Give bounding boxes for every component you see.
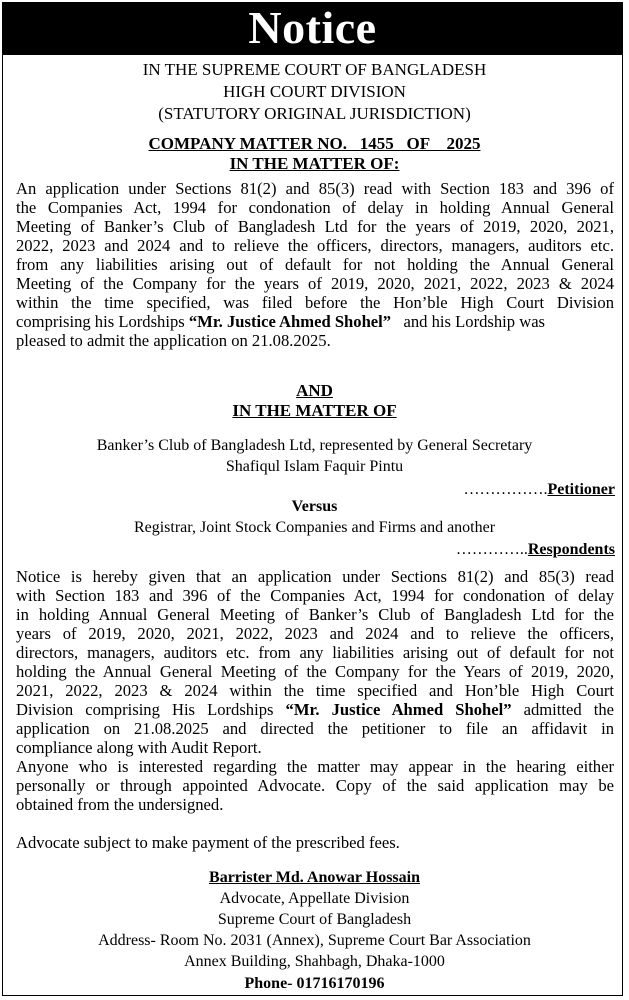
paragraph-line: Meeting of the Company for the years of 2019, 2020, 2021, 2022, 2023 & 2024 — [16, 274, 614, 294]
leader-dots: ……………. — [463, 481, 548, 498]
petitioner-line-2: Shafiqul Islam Faquir Pintu — [225, 458, 404, 475]
company-matter-number: COMPANY MATTER NO. 1455 OF 2025 — [148, 134, 481, 153]
respondents-label — [456, 540, 615, 560]
versus-label: Versus — [291, 498, 338, 515]
paragraph-line-text: comprising his Lordships — [16, 312, 185, 332]
address-line-1: Address- Room No. 2031 (Annex), Supreme Court Bar Association — [98, 932, 531, 949]
judge-name: “Mr. Justice Ahmed Shohel” — [188, 312, 392, 332]
court-line-1: IN THE SUPREME COURT OF BANGLADESH — [142, 60, 487, 79]
judge-name: “Mr. Justice Ahmed Shohel” — [285, 700, 512, 720]
paragraph-line: with Section 183 and 396 of the Companies Act, 1994 for condonation of delay — [16, 586, 614, 606]
paragraph-line-text: admitted the — [511, 700, 614, 720]
respondent-line-1: Registrar, Joint Stock Companies and Firms and another — [133, 519, 496, 536]
paragraph-line: 2022, 2023 and 2024 and to relieve the officers, directors, managers, auditors etc. — [16, 236, 614, 256]
paragraph-line: An application under Sections 81(2) and 85(3) read with Section 183 and 396 of — [16, 179, 614, 198]
advocate-court: Supreme Court of Bangladesh — [217, 911, 412, 928]
paragraph-line-with-judge — [16, 312, 614, 331]
paragraph-line: personally or through appointed Advocate. Copy of the said application may be — [16, 776, 614, 796]
paragraph-line: the Companies Act, 1994 for condonation of delay in holding Annual General — [16, 198, 614, 218]
in-the-matter-of-heading: IN THE MATTER OF: — [229, 154, 400, 173]
application-paragraph — [16, 179, 614, 350]
notice-title: Notice — [3, 3, 622, 55]
paragraph-line: directors, managers, auditors etc. from any liabilities arising out of default for not — [16, 643, 614, 663]
paragraph-line: obtained from the undersigned. — [16, 795, 224, 815]
and-heading: AND — [296, 381, 333, 400]
paragraph-line: Notice is hereby given that an application under Sections 81(2) and 85(3) read — [16, 567, 614, 586]
paragraph-line: from any liabilities arising out of default for not holding the Annual General — [16, 255, 614, 275]
notice-paragraph — [16, 567, 614, 757]
in-the-matter-of-heading-2: IN THE MATTER OF — [232, 401, 397, 420]
paragraph-line-text: Division comprising His Lordships — [16, 700, 274, 720]
paragraph-line: holding the Annual General Meeting of the Company for the Years of 2019, 2020, — [16, 662, 614, 682]
court-line-2: HIGH COURT DIVISION — [223, 82, 406, 101]
paragraph-line: compliance along with Audit Report. — [16, 738, 262, 758]
court-line-3: (STATUTORY ORIGINAL JURISDICTION) — [158, 104, 471, 123]
paragraph-line-text: and his Lordship was — [399, 312, 546, 332]
paragraph-line-with-judge — [16, 700, 614, 719]
paragraph-line: 2021, 2022, 2023 & 2024 within the time specified and Hon’ble High Court — [16, 681, 614, 701]
advocate-role: Advocate, Appellate Division — [219, 890, 410, 907]
leader-dots: ………….. — [455, 541, 528, 558]
advocate-name: Barrister Md. Anowar Hossain — [209, 869, 420, 886]
respondents-word: Respondents — [527, 541, 615, 558]
appear-paragraph — [16, 757, 614, 814]
paragraph-line: within the time specified, was filed before the Hon’ble High Court Division — [16, 293, 614, 313]
paragraph-line: years of 2019, 2020, 2021, 2022, 2023 and 2024 and to relieve the officers, — [16, 624, 614, 644]
address-line-2: Annex Building, Shahbagh, Dhaka-1000 — [184, 953, 445, 970]
paragraph-line: application on 21.08.2025 and directed the petitioner to file an affidavit in — [16, 719, 614, 739]
paragraph-line: Anyone who is interested regarding the matter may appear in the hearing either — [16, 757, 614, 776]
petitioner-word: Petitioner — [547, 481, 615, 498]
paragraph-line: pleased to admit the application on 21.08.2025. — [16, 331, 331, 351]
paragraph-line: in holding Annual General Meeting of Banker’s Club of Bangladesh Ltd for the — [16, 605, 614, 625]
fees-line: Advocate subject to make payment of the prescribed fees. — [16, 833, 400, 852]
paragraph-line: Meeting of Banker’s Club of Bangladesh Ltd for the years of 2019, 2020, 2021, — [16, 217, 614, 237]
phone-number: Phone- 01716170196 — [244, 975, 385, 992]
petitioner-line-1: Banker’s Club of Bangladesh Ltd, represented by General Secretary — [96, 437, 533, 454]
